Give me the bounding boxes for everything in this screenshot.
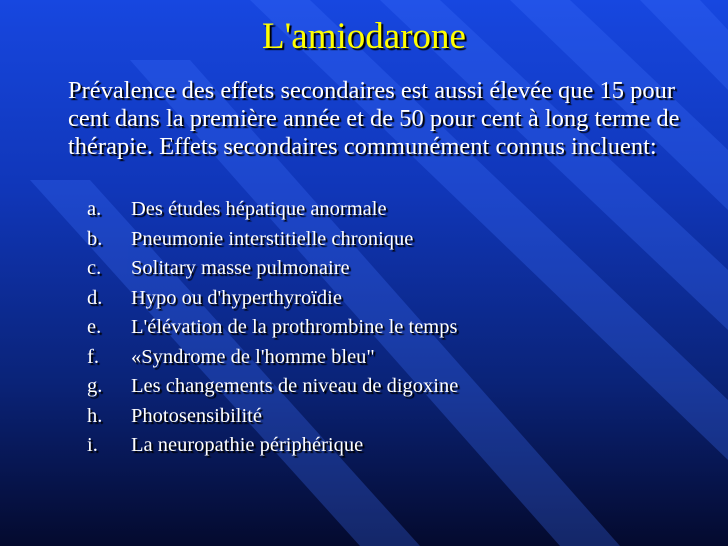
slide-title: L'amiodarone [262,16,466,57]
list-item [87,431,458,461]
list-item-text: Solitary masse pulmonaire [131,257,350,279]
list-marker: h. [87,404,103,427]
list-item-text: Des études hépatique anormale [131,198,387,220]
list-marker: e. [87,316,102,338]
list-marker: i. [87,434,98,456]
list-item [87,313,458,343]
list-marker: g. [87,375,103,397]
list-item [87,284,458,314]
list-item [87,343,458,373]
list-marker: b. [87,227,103,250]
list-marker: a. [87,198,102,220]
side-effects-list [87,195,458,461]
list-item-text: Pneumonie interstitielle chronique [131,227,414,250]
list-item [87,225,458,255]
list-item [87,372,458,402]
list-item [87,195,458,225]
list-marker: d. [87,286,103,309]
list-item-text: L'élévation de la prothrombine le temps [131,316,458,338]
intro-paragraph: Prévalence des effets secondaires est aussi élevée que 15 pour cent dans la première année et de 50 pour cent à long terme de thérapie. Effets secondaires communément connus incluent: [68,77,680,160]
list-item-text: Photosensibilité [131,404,262,427]
list-item-text: Hypo ou d'hyperthyroïdie [131,286,342,309]
list-marker: c. [87,257,102,279]
list-item-text: Les changements de niveau de digoxine [131,375,459,397]
list-marker: f. [87,345,99,368]
list-item-text: La neuropathie périphérique [131,434,364,456]
list-item [87,402,458,432]
list-item-text: «Syndrome de l'homme bleu" [131,345,375,368]
list-item [87,254,458,284]
